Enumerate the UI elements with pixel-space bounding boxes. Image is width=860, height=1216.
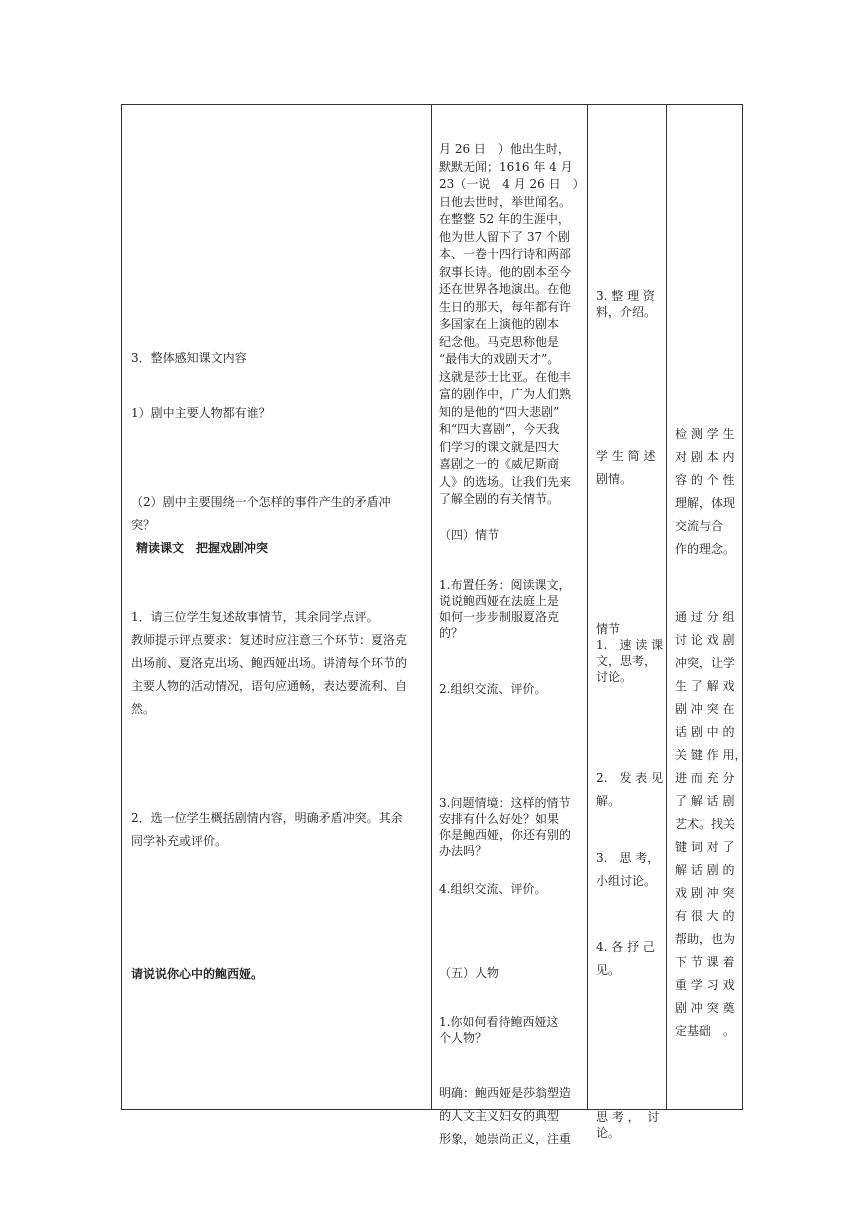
question-conflict-event: （2）剧中主要围绕一个怎样的事件产生的矛盾冲 突？ xyxy=(131,495,391,532)
task-summarize-plot: 2．选一位学生概括剧情内容，明确矛盾冲突。其余 同学补充或评价。 xyxy=(131,811,403,848)
section-plot-title: （四）情节 xyxy=(439,528,500,542)
student-activity-discuss: 思 考 ， 讨 论。 xyxy=(596,1110,660,1140)
student-activity-think: 3. 思 考， 小组讨论。 xyxy=(596,851,660,888)
student-activity-express: 4. 各 抒 己 见。 xyxy=(596,940,655,977)
column-divider xyxy=(431,105,432,1109)
student-activity-opinion: 2. 发 表 见 解。 xyxy=(596,771,664,808)
design-intent-check: 检 测 学 生 对 剧 本 内 容 的 个 性 理解，体现 交流与合 作的理念。 xyxy=(675,427,736,556)
student-activity-organize: 3. 整 理 资 料，介绍。 xyxy=(596,289,657,319)
plot-task: 1.布置任务：阅读课文， 说说鲍西娅在法庭上是 如何一步步制服夏洛克 的？ xyxy=(439,578,571,640)
heading-overall-perception: 3．整体感知课文内容 xyxy=(131,351,247,365)
student-activity-plot: 情节 1. 速 读 课 文，思考， 讨论。 xyxy=(596,622,664,684)
character-question: 1.你如何看待鲍西娅这 个人物？ xyxy=(439,1015,559,1045)
question-main-characters: 1）剧中主要人物都有谁？ xyxy=(131,406,271,420)
prompt-portia: 请说说你心中的鲍西娅。 xyxy=(131,967,264,981)
plot-exchange-2: 4.组织交流、评价。 xyxy=(439,882,547,896)
section-title-close-reading: 精读课文 把握戏剧冲突 xyxy=(136,541,269,555)
plot-exchange: 2.组织交流、评价。 xyxy=(439,682,547,696)
task-retell-story: 1．请三位学生复述故事情节，其余同学点评。 教师提示评点要求：复述时应注意三个环节：夏洛克 出场前、夏洛克出场、鲍西娅出场。讲清每个环节的 主要人物的活动情况，语句应通畅，表达要流利、自 然。 xyxy=(131,610,408,716)
design-intent-conflict: 通 过 分 组 讨 论 戏 剧 冲突，让学 生 了 解 戏 剧 冲 突 在 话 剧 中 的 关 键 作 用， 进 而 充 分 了 解 话 剧 艺术。找关 键 词 对 了 解 话 剧 的 戏 剧 冲 突 有 很 大 的 帮助，也为 下 节 课 着 重 学 习 戏 剧 冲 突 奠 定基础 。 xyxy=(675,610,747,1038)
section-character-title: （五）人物 xyxy=(439,966,500,980)
character-answer: 明确：鲍西娅是莎翁塑造 的人文主义妇女的典型 形象，她崇尚正义，注重 xyxy=(439,1086,572,1146)
column-divider xyxy=(587,105,588,1109)
student-activity-summary: 学 生 简 述 剧情。 xyxy=(596,449,656,486)
shakespeare-bio: 月 26 日 ）他出生时， 默默无闻；1616 年 4 月 23（一说 4 月 26 日 ） 日他去世时，举世闻名。 在整整 52 年的生涯中， 他为世人留下了 37 个剧 本、一卷十四行诗和两部 叙事长诗。他的剧本至今 还在世界各地演出。在他 生日的那天，每年都有许 多国家在上演他的剧本 纪念他。马克思称他是 “最伟大的戏剧天才”。 这就是莎士比亚。在他丰 富的剧作中，广为人们熟 知的是他的“四大悲剧” 和“四大喜剧”，今天我 们学习的课文就是四大 喜剧之一的《威尼斯商 人》的选场。让我们先来 了解全剧的有关情节。 xyxy=(439,142,585,506)
plot-situation: 3.问题情境：这样的情节 安排有什么好处？如果 你是鲍西娅，你还有别的 办法吗？ xyxy=(439,796,572,858)
column-divider xyxy=(666,105,667,1109)
